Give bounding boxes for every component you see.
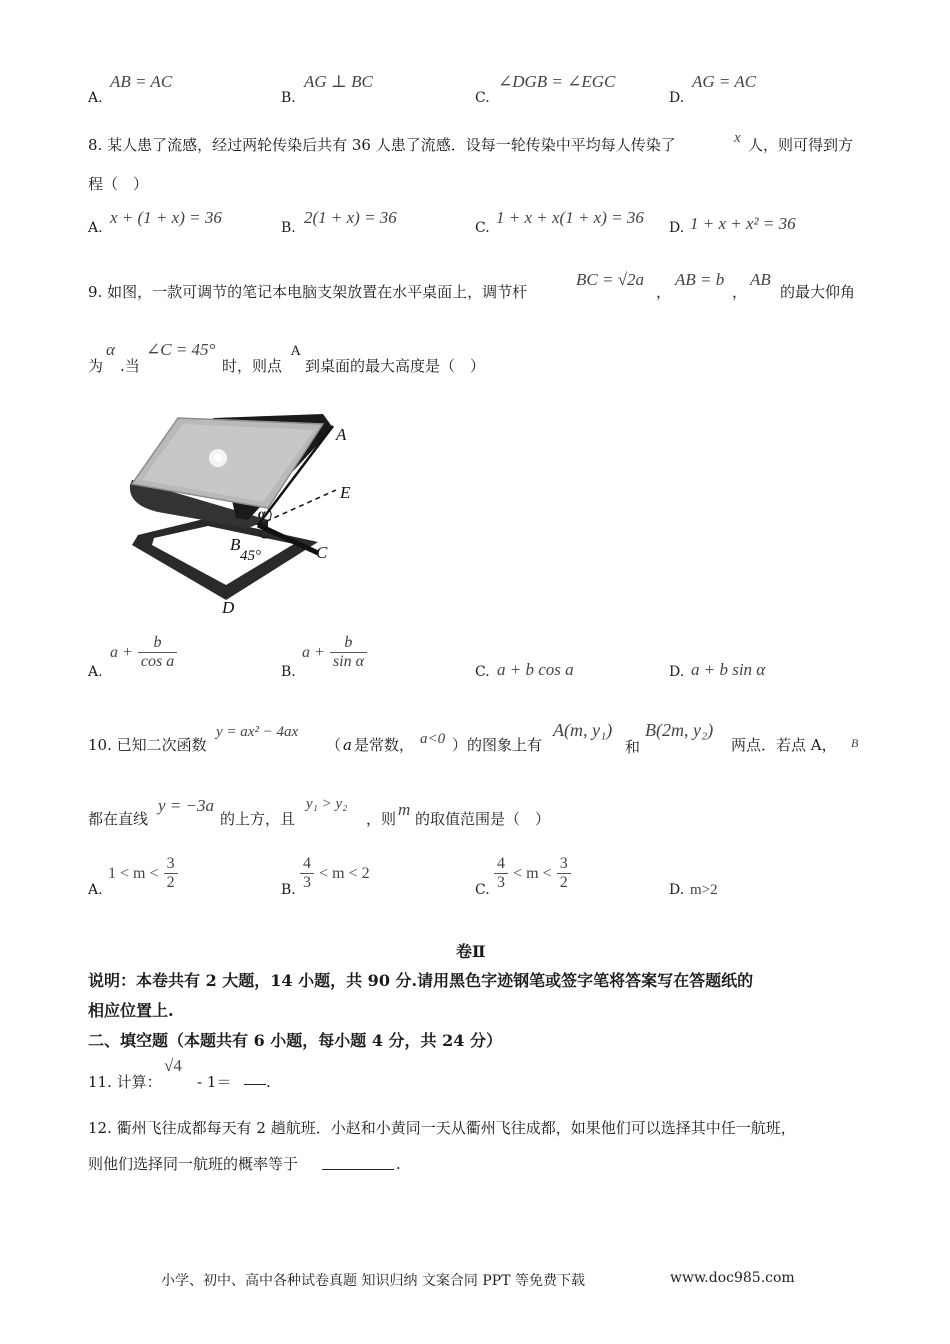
q10-text-line1b: （ <box>326 736 342 754</box>
q10-option-b-den: 3 <box>300 873 314 892</box>
q7-option-b-label: B. <box>281 90 296 106</box>
q12-answer-blank[interactable] <box>322 1169 394 1170</box>
q10-option-c-fraction2 <box>557 855 571 892</box>
q7-option-c-label: C. <box>475 90 490 106</box>
q9-option-b <box>302 634 367 671</box>
section-2-part-title: 二、填空题（本题共有 6 小题，每小题 4 分，共 24 分） <box>88 1031 502 1050</box>
q10-text-line2d: 的取值范围是（ ） <box>415 810 551 828</box>
q9-option-d-math: a + b sin α <box>691 660 766 679</box>
q11-sqrt: √4 <box>164 1056 182 1075</box>
q9-text-line2c: 时，则点 <box>222 357 283 375</box>
q10-text-line1c: 是常数， <box>354 736 415 754</box>
laptop-logo <box>214 454 222 462</box>
q10-option-a-pre: 1 < m < <box>108 864 159 882</box>
q7-option-d-math: AG = AC <box>692 72 757 91</box>
q8-var-x: x <box>734 130 741 146</box>
q12-text-line1: 12. 衢州飞往成都每天有 2 趟航班．小赵和小黄同一天从衢州飞往成都，如果他们可以选择其中任一航班， <box>88 1119 796 1137</box>
q9-laptop-stand-figure <box>118 410 368 620</box>
q12-end: . <box>396 1155 401 1173</box>
q10-text-line1a: 10. 已知二次函数 <box>88 736 207 754</box>
q10-option-b <box>300 855 370 892</box>
q7-option-c-math: ∠DGB = ∠EGC <box>498 72 616 91</box>
section-2-title: 卷Ⅱ <box>456 942 486 961</box>
section-2-note-line2: 相应位置上. <box>88 1001 174 1020</box>
q11-answer-blank[interactable] <box>244 1084 266 1085</box>
q8-option-c-math: 1 + x + x(1 + x) = 36 <box>496 208 644 227</box>
q9-option-b-pre: a + <box>302 643 325 661</box>
q9-comma2: ， <box>732 283 748 301</box>
q9-bc-math: BC = √2a <box>576 270 645 289</box>
q10-option-c-mid: < m < <box>513 864 552 882</box>
q8-option-b-label: B. <box>281 220 296 236</box>
q9-option-a-label: A. <box>88 664 103 680</box>
q10-option-c-num2: 3 <box>559 855 568 872</box>
q9-comma1: ， <box>656 283 672 301</box>
q8-text-line1-end: 人，则可得到方 <box>748 136 854 154</box>
q10-option-a-fraction <box>164 855 178 892</box>
footer-text: 小学、初中、高中各种试卷真题 知识归纳 文案合同 PPT 等免费下载 <box>161 1273 585 1289</box>
q9-option-b-fraction <box>330 634 367 671</box>
q7-option-b-math: AG ⊥ BC <box>304 72 373 91</box>
q9-option-a-pre: a + <box>110 643 133 661</box>
q7-option-a-math: AB = AC <box>110 72 173 91</box>
q9-text-line2d: 到桌面的最大高度是（ ） <box>305 357 486 375</box>
q8-option-c-label: C. <box>475 220 490 236</box>
q10-and: 和 <box>625 738 641 756</box>
q9-option-d-label: D. <box>669 664 685 680</box>
q8-option-d-label: D. <box>669 220 685 236</box>
q10-b-small: B <box>851 736 859 750</box>
q9-text-line1-end: 的最大仰角 <box>780 283 856 301</box>
q9-option-a-num: b <box>153 634 162 651</box>
q10-option-a-den: 2 <box>164 873 178 892</box>
q10-option-a <box>108 855 178 892</box>
q10-function: y = ax² − 4ax <box>216 724 299 740</box>
q9-option-a <box>110 634 177 671</box>
q10-point-b: B(2m, y₂) <box>645 720 714 740</box>
q9-option-b-num: b <box>344 634 353 651</box>
q8-option-d-math: 1 + x + x² = 36 <box>690 214 796 233</box>
q9-text-line2b: .当 <box>120 357 140 375</box>
fig-label-c: C <box>316 543 328 562</box>
q10-m-var: m <box>398 800 411 819</box>
q10-option-c-num1: 4 <box>497 855 505 872</box>
q10-option-d-math: m>2 <box>690 882 718 898</box>
fig-label-d: D <box>222 598 235 617</box>
q10-option-b-post: < m < 2 <box>319 864 370 882</box>
q10-text-line2c: ，则 <box>366 810 397 828</box>
q10-option-b-fraction <box>300 855 314 892</box>
q8-text-line1: 8. 某人患了流感，经过两轮传染后共有 36 人患了流感．设每一轮传染中平均每人传染了 <box>88 136 676 154</box>
footer-url[interactable]: www.doc985.com <box>670 1270 795 1286</box>
q7-option-d-label: D. <box>669 90 685 106</box>
q9-option-a-fraction <box>138 634 177 671</box>
q9-option-b-label: B. <box>281 664 296 680</box>
q9-ab2-math: AB <box>750 270 771 289</box>
q10-option-b-num: 4 <box>303 855 311 872</box>
q9-text-line1: 9. 如图，一款可调节的笔记本电脑支架放置在水平桌面上，调节杆 <box>88 283 528 301</box>
q10-option-c-label: C. <box>475 882 490 898</box>
q10-option-d-label: D. <box>669 882 685 898</box>
q10-option-a-label: A. <box>88 882 103 898</box>
q11-prefix: 11. 计算： <box>88 1073 162 1091</box>
q7-option-a-label: A. <box>88 90 103 106</box>
q9-option-a-den: cos a <box>138 652 177 671</box>
q10-option-b-label: B. <box>281 882 296 898</box>
q9-option-b-den: sin α <box>330 652 367 671</box>
q8-option-b-math: 2(1 + x) = 36 <box>304 208 397 227</box>
q10-option-c-den2: 2 <box>557 873 571 892</box>
q8-option-a-math: x + (1 + x) = 36 <box>110 208 222 227</box>
q9-option-c-label: C. <box>475 664 490 680</box>
fig-label-a: A <box>336 425 347 444</box>
q10-option-c <box>494 855 571 892</box>
q11-end: . <box>266 1073 271 1091</box>
section-2-note-line1: 说明：本卷共有 2 大题，14 小题，共 90 分.请用黑色字迹钢笔或签字笔将答案写在答题纸的 <box>88 971 754 990</box>
q9-point-a: A <box>291 344 301 359</box>
q9-text-line2a: 为 <box>88 357 104 375</box>
fig-label-b: B <box>230 535 241 554</box>
q9-option-c-math: a + b cos a <box>497 660 574 679</box>
q8-option-a-label: A. <box>88 220 103 236</box>
q10-line-eq: y = −3a <box>158 796 214 815</box>
fig-label-45: 45° <box>240 548 261 564</box>
q10-point-a: A(m, y₁) <box>553 720 613 740</box>
q9-ab-math: AB = b <box>675 270 725 289</box>
fig-label-e: E <box>340 483 351 502</box>
q10-a-italic: a <box>343 736 352 754</box>
q10-text-line2b: 的上方，且 <box>220 810 296 828</box>
q9-alpha: α <box>106 340 115 359</box>
q10-text-line1e: 两点．若点 A， <box>731 736 837 754</box>
q9-angle-c: ∠C = 45° <box>146 340 216 359</box>
fig-label-alpha: α <box>258 507 266 522</box>
q10-condition: a<0 <box>420 731 446 747</box>
q10-text-line2a: 都在直线 <box>88 810 149 828</box>
q10-option-c-fraction1 <box>494 855 508 892</box>
q11-suffix: - 1＝ <box>197 1073 232 1091</box>
q10-option-a-num: 3 <box>166 855 175 872</box>
q12-text-line2: 则他们选择同一航班的概率等于 <box>88 1155 299 1173</box>
q10-text-line1d: ）的图象上有 <box>452 736 543 754</box>
q10-inequality: y₁ > y₂ <box>306 796 348 812</box>
q8-text-line2: 程（ ） <box>88 175 149 193</box>
q10-option-c-den1: 3 <box>494 873 508 892</box>
